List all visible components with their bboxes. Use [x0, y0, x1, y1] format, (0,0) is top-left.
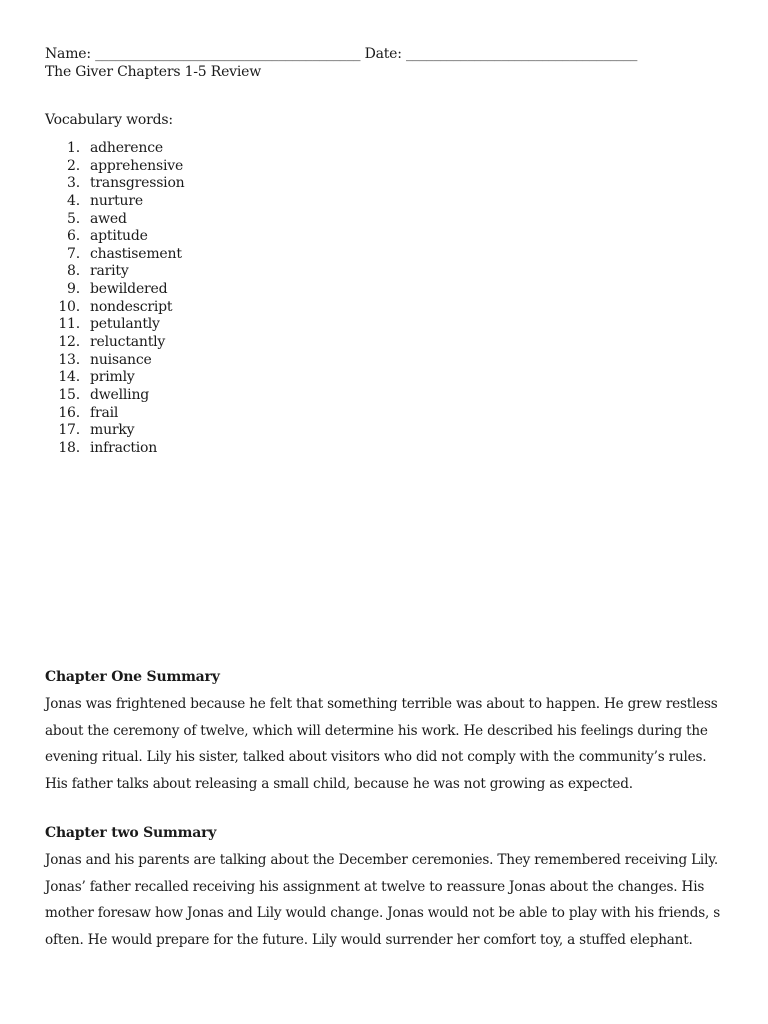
list-item: [45, 228, 185, 246]
vocab-word: chastisement: [90, 245, 182, 262]
chapter-one-title: Chapter One Summary: [45, 669, 220, 685]
list-item: [45, 193, 185, 211]
chapter-one-summary: [45, 691, 725, 797]
list-number: 16.: [58, 404, 80, 421]
vocab-word: frail: [90, 404, 119, 421]
vocab-word: petulantly: [90, 316, 160, 333]
list-number: 10.: [58, 298, 80, 315]
chapter-two-title: Chapter two Summary: [45, 825, 217, 841]
list-item: [45, 140, 185, 158]
summary-line: evening ritual. Lily his sister, talked about visitors who did not comply with the community’s rules.: [45, 749, 707, 765]
vocab-word: rarity: [90, 263, 129, 280]
vocab-word: aptitude: [90, 228, 148, 245]
vocab-word: murky: [90, 422, 135, 439]
chapter-two-section: [45, 824, 725, 953]
list-number: 2.: [67, 157, 80, 174]
list-item: [45, 175, 185, 193]
list-number: 9.: [67, 281, 80, 298]
chapter-two-summary: [45, 847, 725, 953]
list-item: [45, 299, 185, 317]
list-number: 11.: [58, 316, 80, 333]
list-number: 13.: [58, 351, 80, 368]
summary-line: Jonas and his parents are talking about the December ceremonies. They remembered receiving Lily.: [45, 852, 719, 868]
list-item: [45, 352, 185, 370]
list-number: 3.: [67, 175, 80, 192]
list-item: [45, 263, 185, 281]
vocabulary-list: [45, 140, 185, 458]
list-number: 5.: [67, 210, 80, 227]
list-item: [45, 334, 185, 352]
list-number: 12.: [58, 334, 80, 351]
list-item: [45, 405, 185, 423]
list-item: [45, 422, 185, 440]
list-item: [45, 246, 185, 264]
vocabulary-heading: Vocabulary words:: [45, 112, 173, 128]
summary-line: often. He would prepare for the future. Lily would surrender her comfort toy, a stuffed elephant.: [45, 931, 693, 948]
vocab-word: infraction: [90, 439, 158, 456]
summary-line: about the ceremony of twelve, which will determine his work. He described his feelings during the: [45, 722, 708, 739]
list-number: 1.: [67, 140, 80, 156]
vocab-word: transgression: [90, 175, 185, 192]
vocab-word: adherence: [90, 140, 163, 156]
list-number: 14.: [58, 369, 80, 386]
list-item: [45, 369, 185, 387]
list-number: 15.: [58, 386, 80, 403]
list-number: 6.: [67, 228, 80, 245]
list-number: 8.: [67, 263, 80, 280]
vocab-word: nurture: [90, 192, 143, 209]
worksheet-title: The Giver Chapters 1-5 Review: [45, 64, 262, 80]
vocab-word: dwelling: [90, 386, 150, 403]
list-item: [45, 281, 185, 299]
vocab-word: primly: [90, 369, 135, 386]
list-item: [45, 440, 185, 458]
name-date-line: Name: _______________________________________ Date: __________________________________: [45, 46, 638, 62]
summary-line: Jonas’ father recalled receiving his assignment at twelve to reassure Jonas about the changes. His: [45, 878, 705, 895]
list-item: [45, 158, 185, 176]
list-number: 17.: [58, 422, 80, 439]
list-number: 18.: [58, 439, 80, 456]
summary-line: Jonas was frightened because he felt that something terrible was about to happen. He grew restless: [45, 696, 718, 712]
vocab-word: nondescript: [90, 298, 173, 315]
vocab-word: reluctantly: [90, 334, 166, 351]
vocab-word: awed: [90, 210, 127, 227]
list-number: 4.: [67, 192, 80, 209]
list-number: 7.: [67, 245, 80, 262]
list-item: [45, 387, 185, 405]
summary-line: mother foresaw how Jonas and Lily would change. Jonas would not be able to play with his friends, s: [45, 905, 721, 921]
list-item: [45, 316, 185, 334]
chapter-one-section: [45, 668, 725, 797]
vocab-word: nuisance: [90, 351, 152, 368]
vocab-word: apprehensive: [90, 157, 184, 174]
list-item: [45, 211, 185, 229]
summary-line: His father talks about releasing a small child, because he was not growing as expected.: [45, 775, 633, 792]
vocab-word: bewildered: [90, 281, 168, 298]
